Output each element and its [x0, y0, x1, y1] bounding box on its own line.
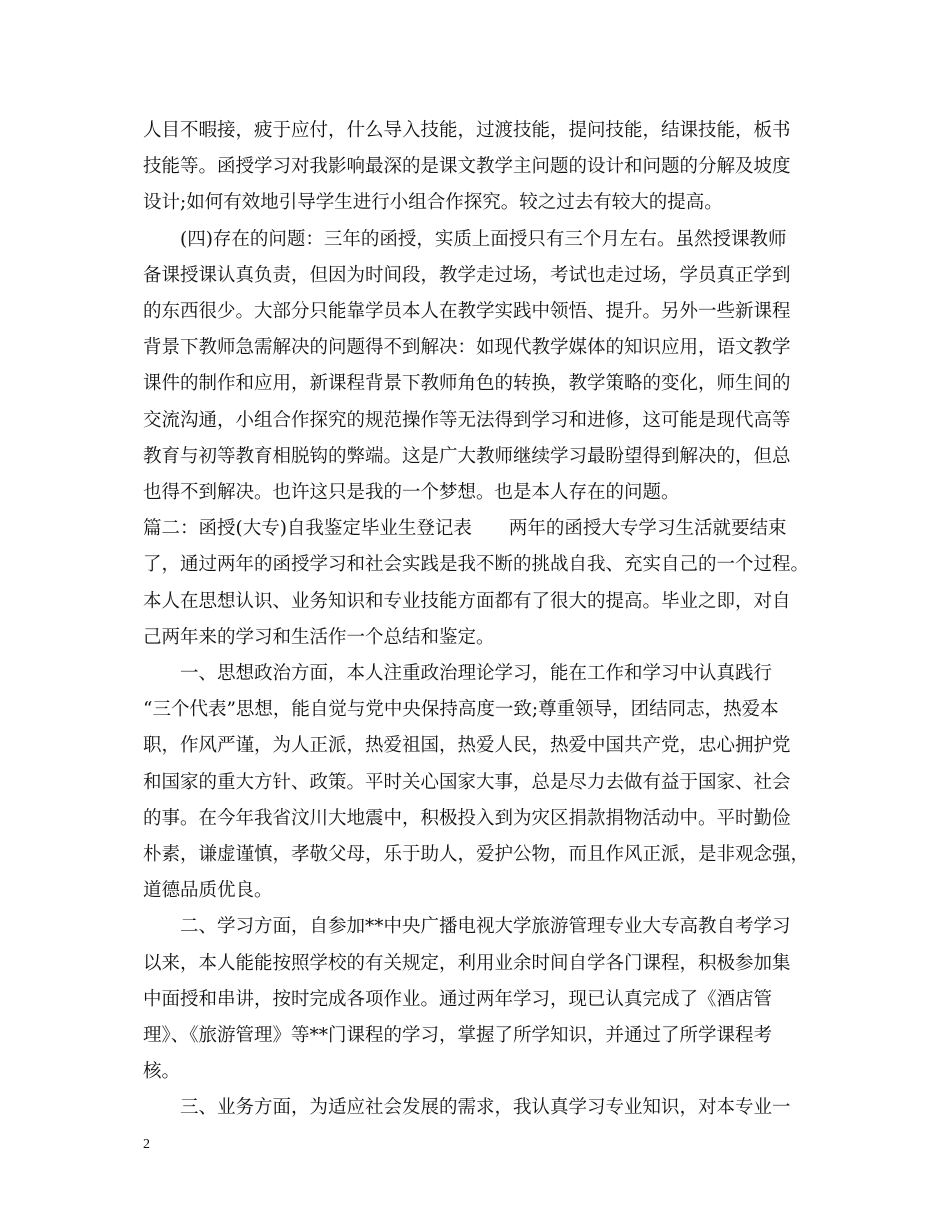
text-line: 课件的制作和应用，新课程背景下教师角色的转换，教学策略的变化，师生间的 — [143, 373, 791, 395]
body-text — [143, 113, 823, 1127]
text-line: 教育与初等教育相脱钩的弊端。这是广大教师继续学习最盼望得到解决的，但总 — [143, 445, 791, 467]
text-line: 道德品质优良。 — [143, 880, 273, 902]
text-line: 设计;如何有效地引导学生进行小组合作探究。较之过去有较大的提高。 — [143, 192, 723, 214]
text-line: 以来，本人能能按照学校的有关规定，利用业余时间自学各门课程，积极参加集 — [143, 952, 791, 974]
text-line: 核。 — [143, 1061, 181, 1083]
text-line: 人目不暇接，疲于应付，什么导入技能，过渡技能，提问技能，结课技能，板书 — [143, 120, 791, 141]
text-line: 职，作风严谨，为人正派，热爱祖国，热爱人民，热爱中国共产党，忠心拥护党 — [143, 735, 791, 757]
text-line: 备课授课认真负责，但因为时间段，教学走过场，考试也走过场，学员真正学到 — [143, 264, 791, 286]
text-line: “三个代表”思想，能自觉与党中央保持高度一致;尊重领导，团结同志，热爱本 — [143, 699, 779, 721]
text-line: 篇二：函授(大专)自我鉴定毕业生登记表 两年的函授大专学习生活就要结束 — [143, 518, 787, 540]
text-line: 理》、《旅游管理》等**门课程的学习，掌握了所学知识，并通过了所学课程考 — [143, 1025, 773, 1047]
text-line: 和国家的重大方针、政策。平时关心国家大事，总是尽力去做有益于国家、社会 — [143, 771, 791, 793]
text-line: 三、业务方面，为适应社会发展的需求，我认真学习专业知识，对本专业一 — [143, 1097, 791, 1119]
text-line: 背景下教师急需解决的问题得不到解决：如现代教学媒体的知识应用，语文教学 — [143, 337, 791, 359]
text-line: 中面授和串讲，按时完成各项作业。通过两年学习，现已认真完成了《酒店管 — [143, 988, 773, 1010]
text-line: 一、思想政治方面，本人注重政治理论学习，能在工作和学习中认真践行 — [143, 663, 773, 685]
text-line: 也得不到解决。也许这只是我的一个梦想。也是本人存在的问题。 — [143, 482, 680, 504]
text-line: 的事。在今年我省汶川大地震中，积极投入到为灾区捐款捐物活动中。平时勤俭 — [143, 807, 791, 829]
text-line: 二、学习方面，自参加**中央广播电视大学旅游管理专业大专高教自考学习 — [143, 916, 791, 938]
text-line: 本人在思想认识、业务知识和专业技能方面都有了很大的提高。毕业之即，对自 — [143, 590, 791, 612]
text-line: 朴素，谦虚谨慎，孝敬父母，乐于助人，爱护公物，而且作风正派，是非观念强， — [143, 844, 810, 866]
text-line: 交流沟通，小组合作探究的规范操作等无法得到学习和进修，这可能是现代高等 — [143, 409, 791, 431]
text-line: 了，通过两年的函授学习和社会实践是我不断的挑战自我、充实自己的一个过程。 — [143, 554, 810, 576]
text-line: 技能等。函授学习对我影响最深的是课文教学主问题的设计和问题的分解及坡度 — [143, 156, 791, 178]
text-line: 己两年来的学习和生活作一个总结和鉴定。 — [143, 626, 495, 648]
text-line: (四)存在的问题：三年的函授，实质上面授只有三个月左右。虽然授课教师 — [143, 228, 787, 250]
text-line: 的东西很少。大部分只能靠学员本人在教学实践中领悟、提升。另外一些新课程 — [143, 301, 791, 323]
page-number: 2 — [143, 1137, 150, 1152]
